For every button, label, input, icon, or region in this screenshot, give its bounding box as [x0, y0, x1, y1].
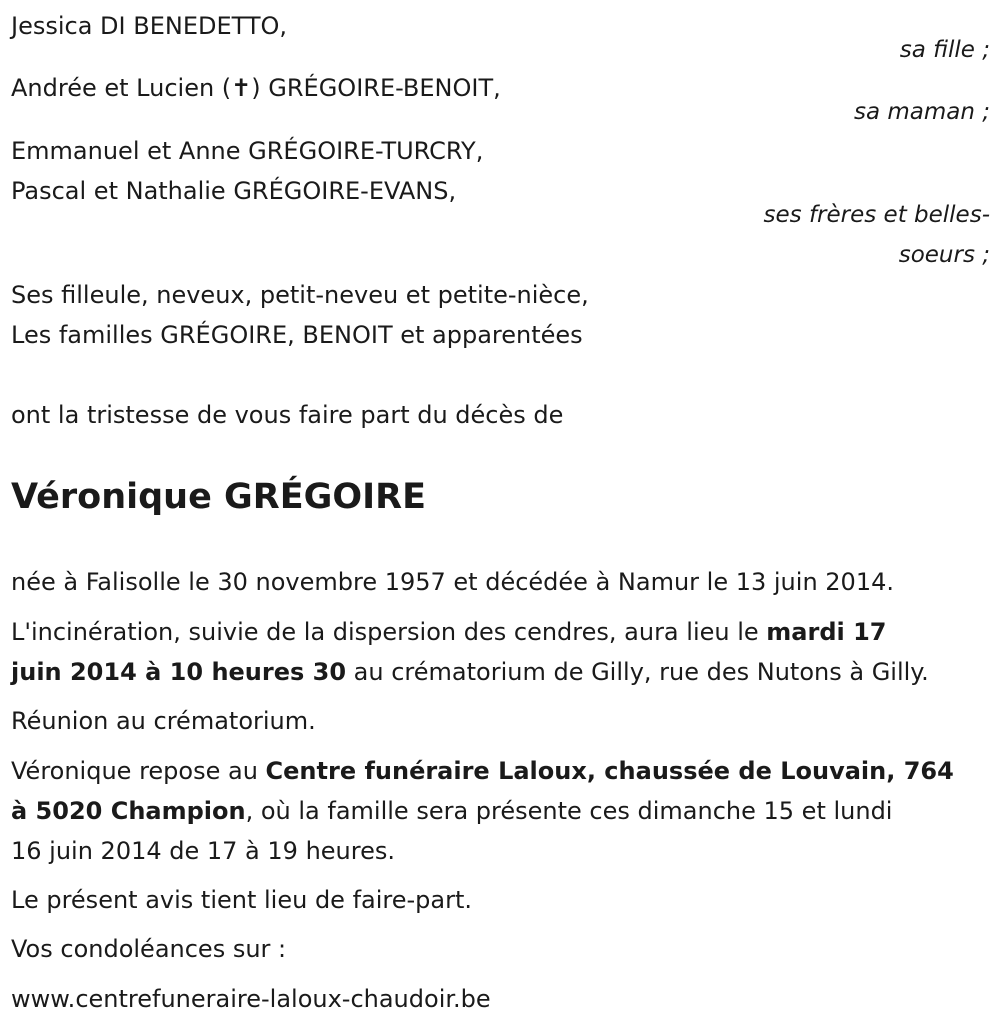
rest-line-3: 16 juin 2014 de 17 à 19 heures. [11, 837, 395, 865]
cremation-date-a: mardi 17 [766, 618, 887, 646]
website-link[interactable]: www.centrefuneraire-laloux-chaudoir.be [11, 985, 491, 1013]
rest-place-a: Centre funéraire Laloux, chaussée de Louvain, 764 [265, 757, 954, 785]
cremation-text-a: L'incinération, suivie de la dispersion des cendres, aura lieu le [11, 618, 767, 646]
cremation-line-1 [11, 617, 886, 647]
rest-text-a: Véronique repose au [11, 757, 266, 785]
condolences-text: Vos condoléances sur : [11, 935, 287, 963]
deceased-name: Véronique GRÉGOIRE [11, 477, 426, 517]
announcement-text: ont la tristesse de vous faire part du décès de [11, 401, 564, 429]
reunion-text: Réunion au crématorium. [11, 707, 316, 735]
relation-mother: sa maman ; [853, 99, 990, 125]
relation-siblings-2: soeurs ; [898, 242, 990, 268]
relation-daughter: sa fille ; [899, 37, 990, 63]
notice-text: Le présent avis tient lieu de faire-part. [11, 886, 473, 914]
family-line-6: Les familles GRÉGOIRE, BENOIT et apparentées [11, 321, 583, 349]
family-line-5: Ses filleule, neveux, petit-neveu et petite-nièce, [11, 281, 589, 309]
family-line-4: Pascal et Nathalie GRÉGOIRE-EVANS, [11, 177, 457, 205]
rest-text-b: , où la famille sera présente ces dimanche 15 et lundi [245, 797, 893, 825]
family-line-1: Jessica DI BENEDETTO, [11, 12, 288, 40]
cremation-date-b: juin 2014 à 10 heures 30 [11, 658, 347, 686]
family-line-2: Andrée et Lucien (✝) GRÉGOIRE-BENOIT, [11, 74, 501, 102]
cremation-line-2 [11, 657, 929, 687]
rest-line-1 [11, 756, 954, 786]
rest-place-b: à 5020 Champion [11, 797, 246, 825]
cremation-text-b: au crématorium de Gilly, rue des Nutons à Gilly. [346, 658, 929, 686]
relation-siblings-1: ses frères et belles- [763, 202, 990, 228]
family-line-3: Emmanuel et Anne GRÉGOIRE-TURCRY, [11, 137, 484, 165]
birth-death-text: née à Falisolle le 30 novembre 1957 et décédée à Namur le 13 juin 2014. [11, 568, 894, 596]
rest-line-2 [11, 796, 892, 826]
